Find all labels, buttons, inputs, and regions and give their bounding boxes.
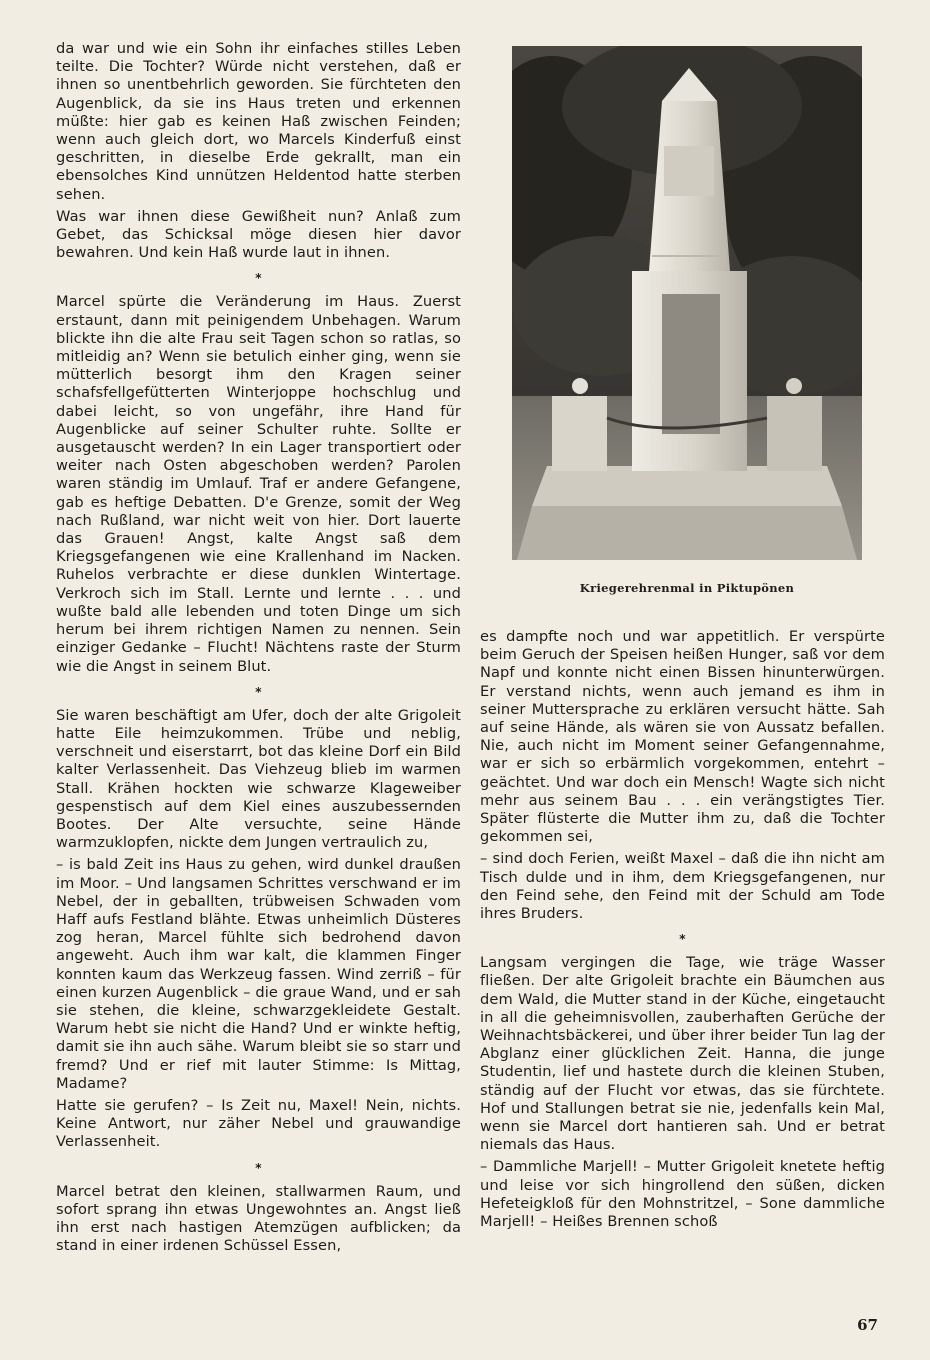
paragraph: Hatte sie gerufen? – Is Zeit nu, Maxel! Nein, nichts. Keine Antwort, nur zäher Nebel und grauwandige Verlassenheit. (56, 1096, 461, 1151)
paragraph: Marcel betrat den kleinen, stallwarmen Raum, und sofort sprang ihn etwas Ungewohntes an. Angst ließ ihn erst nach hastigen Atemzügen aufblicken; da stand in einer irdenen Schüssel Essen, (56, 1182, 461, 1255)
page-number: 67 (857, 1316, 878, 1334)
paragraph: Was war ihnen diese Gewißheit nun? Anlaß zum Gebet, das Schicksal möge diesen hier davor bewahren. Und kein Haß wurde laut in ihnen. (56, 207, 461, 262)
paragraph: – is bald Zeit ins Haus zu gehen, wird dunkel draußen im Moor. – Und langsamen Schrittes verschwand er im Nebel, der in geballten, trübweisen Schwaden vom Haff aufs Festland blähte. Etwas unheimlich Düsteres zog heran, Marcel fühlte sich bedrohend davon angeweht. Auch ihm war kalt, die klammen Finger konnten kaum das Werkzeug fassen. Wind zerriß – für einen kurzen Augenblick – die graue Wand, und er sah sie stehen, die kleine, schwarzgekleidete Gestalt. Warum hebt sie nicht die Hand? Und er winkte heftig, damit sie ihn auch sähe. Warum bleibt sie so starr und fremd? Und er rief mit lauter Stimme: Is Mittag, Madame? (56, 856, 461, 1092)
paragraph: Marcel spürte die Veränderung im Haus. Zuerst erstaunt, dann mit peinigendem Unbehagen. Warum blickte ihn die alte Frau seit Tagen schon so ratlas, so mitleidig an? Wenn sie betulich einher ging, wenn sie mütterlich besorgt ihm den Kragen seiner schafsfellgefütterten Winterjoppe hochschlug und dabei leicht, so von ungefähr, ihre Hand für Augenblicke auf seiner Schulter ruhte. Sollte er ausgetauscht werden? In ein Lager transportiert oder weiter nach Osten abgeschoben werden? Parolen waren ständig im Umlauf. Traf er andere Gefangene, gab es heftige Debatten. D'e Grenze, somit der Weg nach Rußland, war nicht weit von hier. Dort lauerte das Grauen! Angst, kalte Angst saß dem Kriegsgefangenen wie eine Krallenhand im Nacken. Ruhelos verbrachte er diese dunklen Wintertage. Verkroch sich im Stall. Lernte und lernte . . . und wußte bald alle lebenden und toten Dinge um sich herum bei ihrem richtigen Namen zu nennen. Sein einziger Gedanke – Flucht! Nächtens raste der Sturm wie die Angst in seinem Blut. (56, 293, 461, 675)
section-divider-star: * (679, 932, 686, 947)
paragraph: – Dammliche Marjell! – Mutter Grigoleit knetete heftig und leise vor sich hingrollend den süßen, dicken Hefeteigkloß für den Mohnstritzel, – Sone dammliche Marjell! – Heißes Brennen schoß (480, 1158, 885, 1231)
paragraph: Langsam vergingen die Tage, wie träge Wasser fließen. Der alte Grigoleit brachte ein Bäumchen aus dem Wald, die Mutter stand in der Küche, eingetaucht in all die geheimnisvollen, zauberhaften Gerüche der Weihnachtsbäckerei, und über ihrer beider Tun lag der Abglanz einer glücklichen Zeit. Hanna, die junge Studentin, lief und hastete durch die kleinen Stuben, ständig auf der Flucht vor etwas, das sie fürchtete. Hof und Stallungen betrat sie nie, jedenfalls kein Mal, wenn sie Marcel dort hantieren sah. Und er betrat niemals das Haus. (480, 954, 885, 1154)
paragraph: Sie waren beschäftigt am Ufer, doch der alte Grigoleit hatte Eile heimzukommen. Trübe und neblig, verschneit und eiserstarrt, bot das kleine Dorf ein Bild kalter Verlassenheit. Das Viehzeug blieb im warmen Stall. Krähen hockten wie schwarze Klageweiber gespenstisch auf dem Kiel eines auszubessernden Bootes. Der Alte versuchte, seine Hände warmzuklopfen, nickte dem Jungen vertraulich zu, (56, 706, 461, 852)
photo-caption: Kriegerehrenmal in Piktupönen (579, 581, 795, 595)
war-memorial-photo (512, 46, 862, 560)
paragraph: es dampfte noch und war appetitlich. Er verspürte beim Geruch der Speisen heißen Hunger, saß vor dem Napf und konnte nicht einen Bissen hinunterwürgen. Er verstand nichts, wenn auch jemand es ihm in seiner Muttersprache zu erklären versucht hätte. Sah auf seine Hände, als wären sie von Aussatz befallen. Nie, auch nicht im Moment seiner Gefangennahme, war er sich so erbärmlich vorgekommen, entehrt – geächtet. Und war doch ein Mensch! Wagte sich nicht mehr aus seinem Bau . . . ein verängstigtes Tier. Später flüsterte die Mutter ihm zu, daß die Tochter gekommen sei, (480, 628, 885, 846)
paragraph: da war und wie ein Sohn ihr einfaches stilles Leben teilte. Die Tochter? Würde nicht verstehen, daß er ihnen so unentbehrlich geworden. Sie fürchteten den Augenblick, da sie ins Haus treten und erkennen müßte: hier gab es keinen Haß zwischen Feinden; wenn auch gleich dort, wo Marcels Kinderfuß einst geschritten, in dieselbe Erde gekrallt, man ein ebensolches Kind unnützen Heldentod hatte sterben sehen. (56, 40, 461, 203)
left-text-column (56, 40, 461, 1255)
section-divider-star: * (255, 684, 262, 699)
section-divider-star: * (255, 1160, 262, 1175)
section-divider-star: * (255, 271, 262, 286)
right-text-column (480, 628, 885, 1231)
paragraph: – sind doch Ferien, weißt Maxel – daß die ihn nicht am Tisch dulde und in ihm, dem Kriegsgefangenen, nur den Feind sehe, den Feind mit der Schuld am Tode ihres Bruders. (480, 850, 885, 923)
